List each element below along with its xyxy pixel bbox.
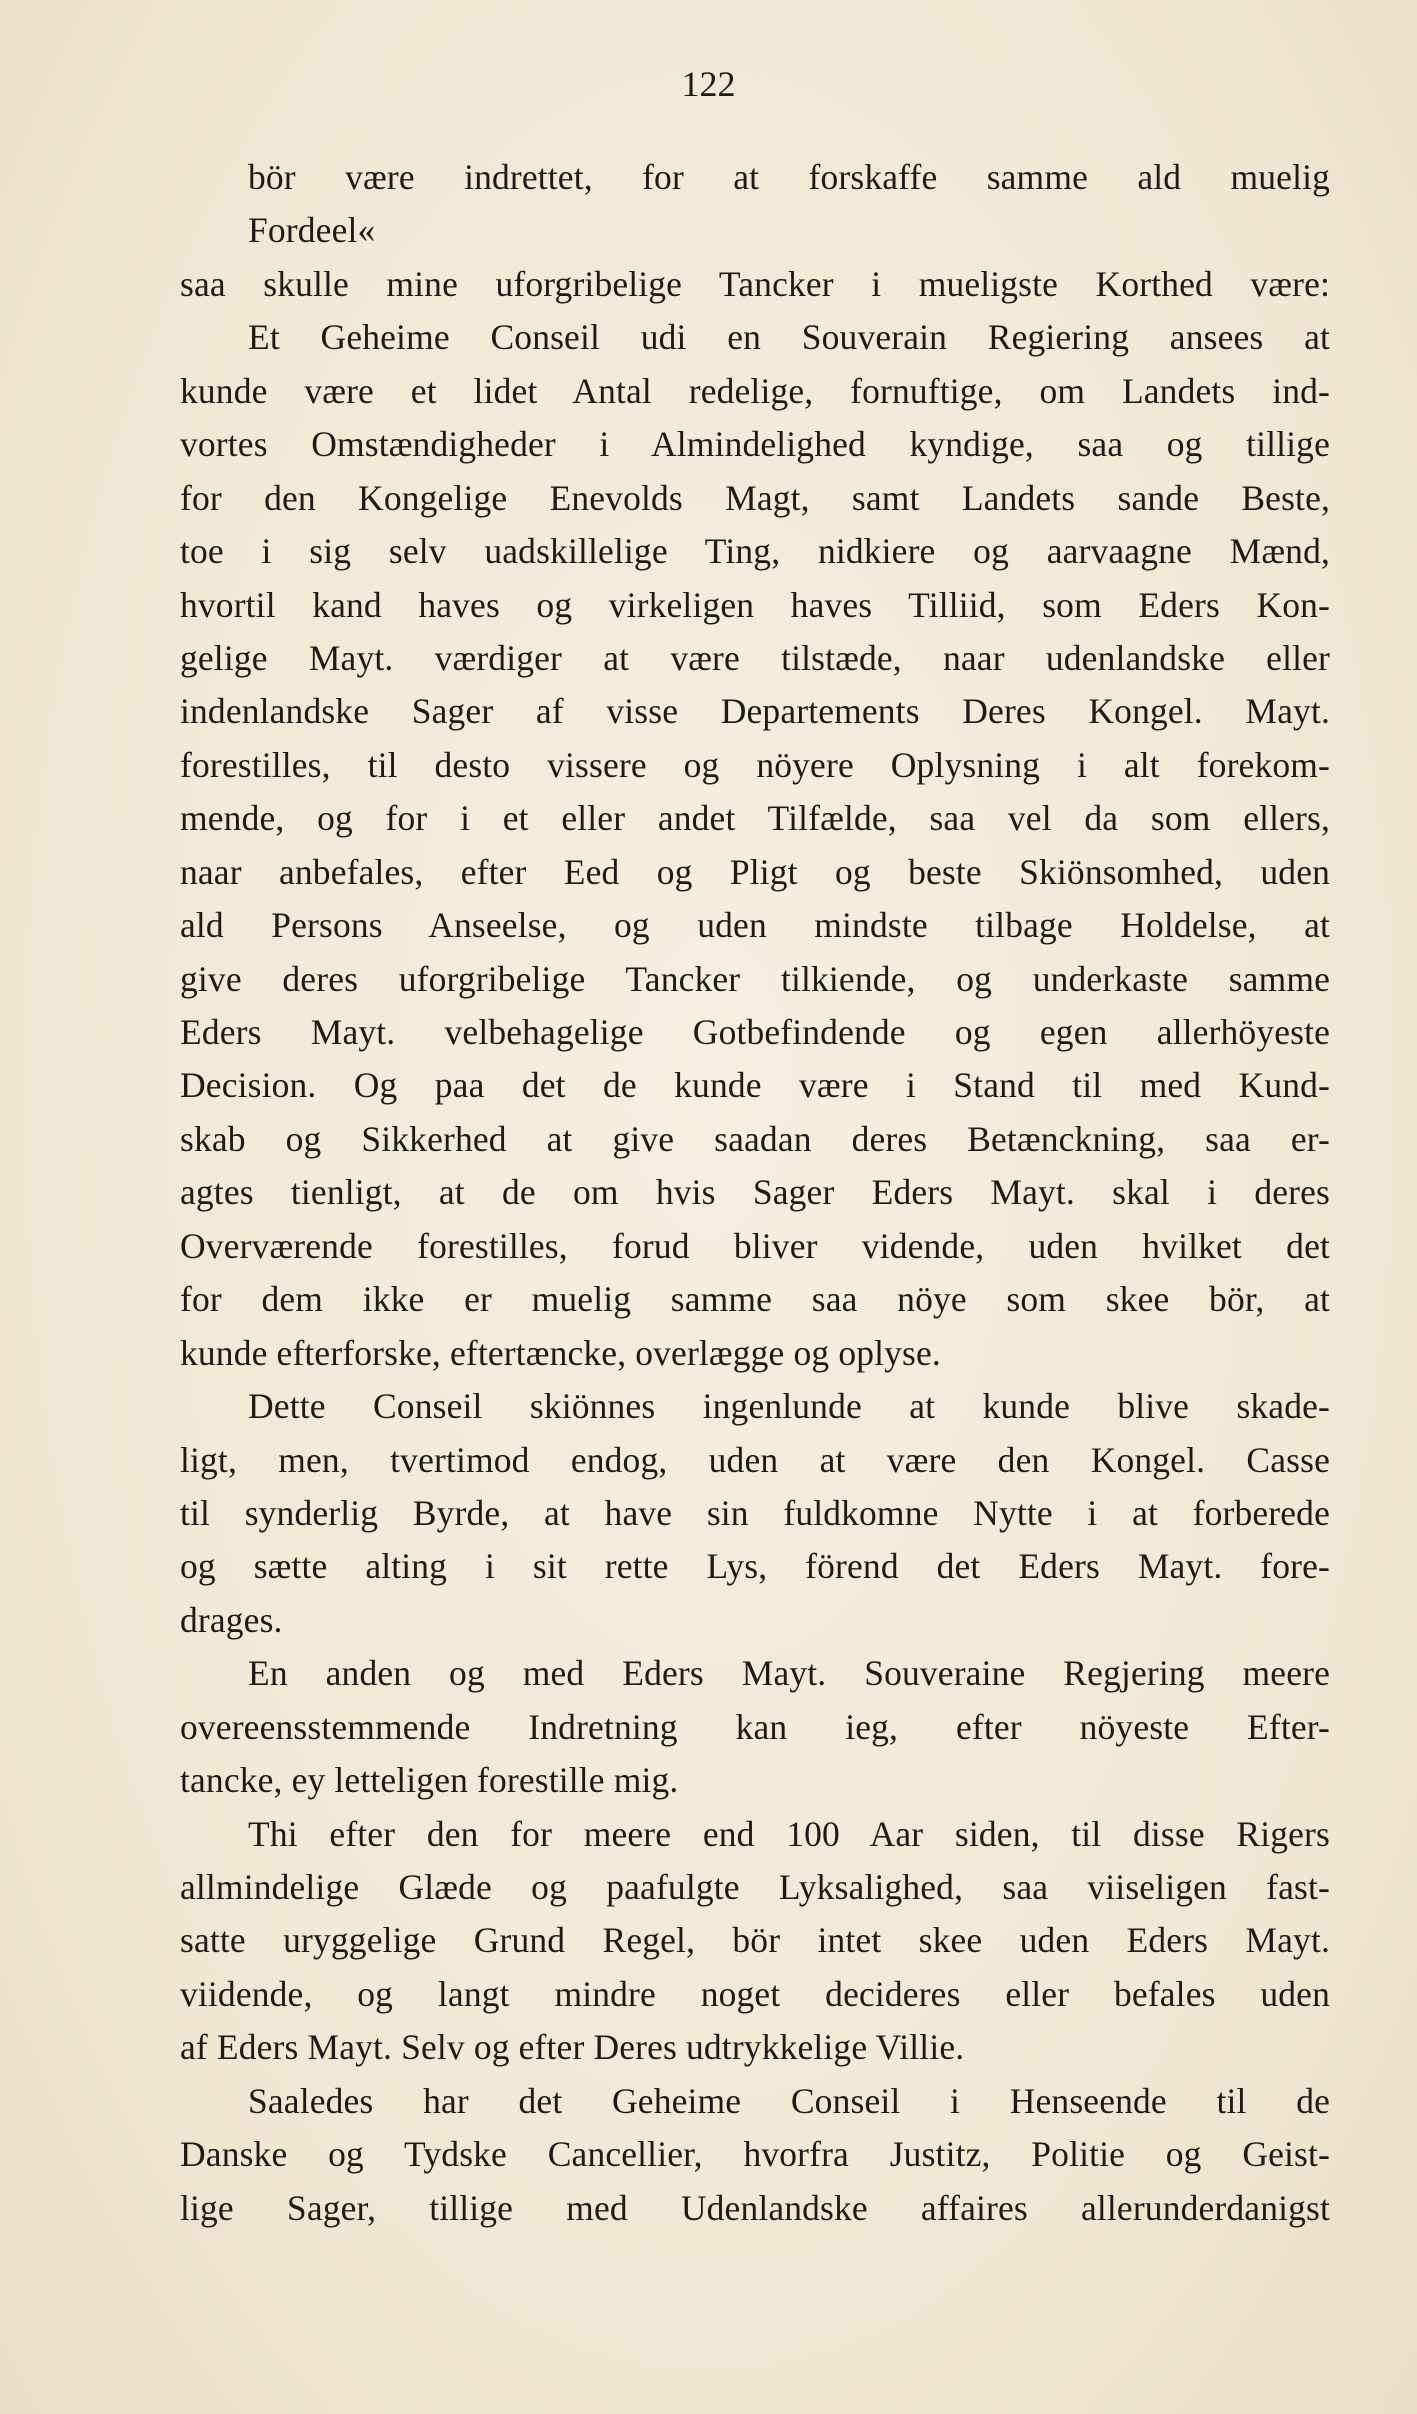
text-line: gelige Mayt. værdiger at være tilstæde, naar udenlandske eller [180, 637, 1330, 678]
text-line: kunde være et lidet Antal redelige, fornuftige, om Landets ind- [180, 370, 1330, 411]
text-line: Danske og Tydske Cancellier, hvorfra Justitz, Politie og Geist- [180, 2134, 1330, 2175]
text-line: Overværende forestilles, forud bliver vidende, uden hvilket det [180, 1225, 1330, 1266]
text-line: hvortil kand haves og virkeligen haves Tilliid, som Eders Kon- [180, 584, 1330, 625]
text-line: Thi efter den for meere end 100 Aar siden, til disse Rigers [248, 1813, 1330, 1854]
text-line: bör være indrettet, for at forskaffe samme ald muelig [248, 157, 1330, 197]
text-line: til synderlig Byrde, at have sin fuldkomne Nytte i at forberede [180, 1492, 1330, 1533]
text-line: naar anbefales, efter Eed og Pligt og beste Skiönsomhed, uden [180, 851, 1330, 892]
text-line: indenlandske Sager af visse Departements Deres Kongel. Mayt. [180, 691, 1330, 732]
text-line: mende, og for i et eller andet Tilfælde, saa vel da som ellers, [180, 798, 1330, 839]
text-line: tancke, ey letteligen forestille mig. [180, 1760, 679, 1801]
text-line: toe i sig selv uadskillelige Ting, nidkiere og aarvaagne Mænd, [180, 531, 1330, 572]
text-line: saa skulle mine uforgribelige Tancker i mueligste Korthed være: [180, 263, 1330, 304]
text-line: ligt, men, tvertimod endog, uden at være den Kongel. Casse [180, 1439, 1330, 1480]
text-line: viidende, og langt mindre noget decideres eller befales uden [180, 1973, 1330, 2014]
text-line: Fordeel« [248, 210, 376, 251]
text-line: En anden og med Eders Mayt. Souveraine Regjering meere [248, 1653, 1330, 1694]
text-line: for den Kongelige Enevolds Magt, samt Landets sande Beste, [180, 477, 1330, 518]
text-line: kunde efterforske, eftertæncke, overlægge og oplyse. [180, 1332, 941, 1373]
text-line: Et Geheime Conseil udi en Souverain Regiering ansees at [248, 317, 1330, 358]
text-line: vortes Omstændigheder i Almindelighed kyndige, saa og tillige [180, 424, 1330, 465]
text-line: og sætte alting i sit rette Lys, förend det Eders Mayt. fore- [180, 1546, 1330, 1587]
text-line: Saaledes har det Geheime Conseil i Henseende til de [248, 2080, 1330, 2121]
text-line: agtes tienligt, at de om hvis Sager Eders Mayt. skal i deres [180, 1172, 1330, 1213]
text-line: allmindelige Glæde og paafulgte Lyksalighed, saa viiseligen fast- [180, 1867, 1330, 1907]
text-line: overeensstemmende Indretning kan ieg, efter nöyeste Efter- [180, 1706, 1330, 1747]
text-line: skab og Sikkerhed at give saadan deres Betænckning, saa er- [180, 1118, 1330, 1159]
text-line: satte uryggelige Grund Regel, bör intet skee uden Eders Mayt. [180, 1920, 1330, 1961]
text-line: lige Sager, tillige med Udenlandske affaires allerunderdanigst [180, 2187, 1330, 2228]
text-line: drages. [180, 1599, 283, 1640]
text-line: ald Persons Anseelse, og uden mindste tilbage Holdelse, at [180, 905, 1330, 946]
page-number: 122 [681, 64, 736, 104]
body-text [180, 151, 1330, 2235]
text-line: give deres uforgribelige Tancker tilkiende, og underkaste samme [180, 958, 1330, 999]
text-line: forestilles, til desto vissere og nöyere Oplysning i alt forekom- [180, 744, 1330, 785]
text-line: Eders Mayt. velbehagelige Gotbefindende og egen allerhöyeste [180, 1012, 1330, 1052]
text-line: for dem ikke er muelig samme saa nöye som skee bör, at [180, 1279, 1330, 1320]
text-line: Decision. Og paa det de kunde være i Stand til med Kund- [180, 1065, 1330, 1106]
text-line: Dette Conseil skiönnes ingenlunde at kunde blive skade- [248, 1386, 1330, 1427]
text-line: af Eders Mayt. Selv og efter Deres udtrykkelige Villie. [180, 2027, 965, 2068]
